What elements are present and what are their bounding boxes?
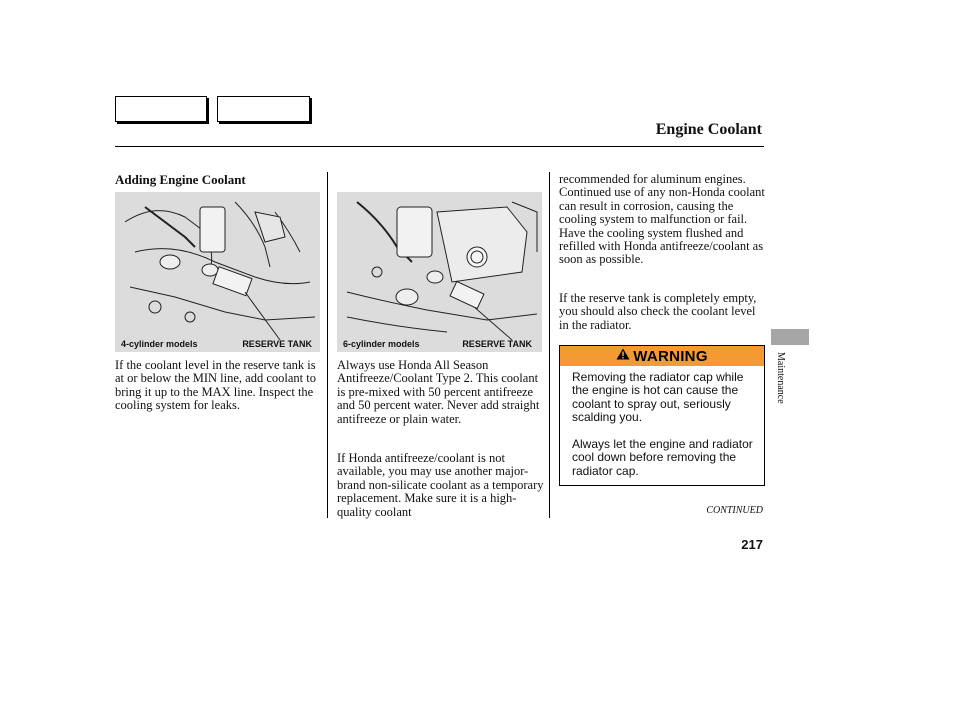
column-divider (549, 172, 550, 518)
body-paragraph: recommended for aluminum engines. Continued use of any non-Honda coolant can result in corrosion, causing the cooling system to malfunction or fail. Have the cooling system flushed and refilled with Honda antifreeze/coolant as soon as possible. (559, 172, 765, 267)
figure-6-cylinder-engine (337, 192, 542, 352)
nav-button-previous[interactable] (115, 96, 207, 122)
continued-note: CONTINUED (706, 505, 763, 516)
warning-text: Removing the radiator cap while the engine is hot can cause the coolant to spray out, seriously scalding you. (572, 370, 744, 425)
warning-triangle-icon (616, 347, 630, 365)
warning-label: WARNING (633, 347, 708, 365)
nav-button-next[interactable] (217, 96, 310, 122)
warning-header (560, 346, 764, 366)
column-divider (327, 172, 328, 518)
engine-illustration-6cyl (337, 192, 542, 352)
warning-text: Always let the engine and radiator cool down before removing the radiator cap. (572, 437, 753, 478)
section-heading: Adding Engine Coolant (115, 172, 246, 187)
body-paragraph: If the reserve tank is completely empty, you should also check the coolant level in the radiator. (559, 291, 757, 332)
figure-caption-reserve-tank: RESERVE TANK (242, 339, 312, 349)
figure-4-cylinder-engine (115, 192, 320, 352)
figure-caption-model: 6-cylinder models (343, 339, 420, 349)
warning-box (559, 345, 765, 486)
section-tab-label: Maintenance (775, 352, 786, 404)
page-title: Engine Coolant (655, 121, 762, 138)
page-number: 217 (741, 537, 763, 552)
title-rule (115, 146, 764, 147)
body-paragraph: If Honda antifreeze/coolant is not available, you may use another major-brand non-silicate coolant as a temporary replacement. Make sure it is a high-quality coolant (337, 451, 544, 519)
section-tab[interactable] (771, 329, 809, 345)
figure-caption-reserve-tank: RESERVE TANK (462, 339, 532, 349)
engine-illustration-4cyl (115, 192, 320, 352)
body-paragraph: If the coolant level in the reserve tank is at or below the MIN line, add coolant to bring it up to the MAX line. Inspect the cooling system for leaks. (115, 358, 316, 413)
body-paragraph: Always use Honda All Season Antifreeze/Coolant Type 2. This coolant is pre-mixed with 50 percent antifreeze and 50 percent water. Never add straight antifreeze or plain water. (337, 358, 540, 426)
figure-caption-model: 4-cylinder models (121, 339, 198, 349)
